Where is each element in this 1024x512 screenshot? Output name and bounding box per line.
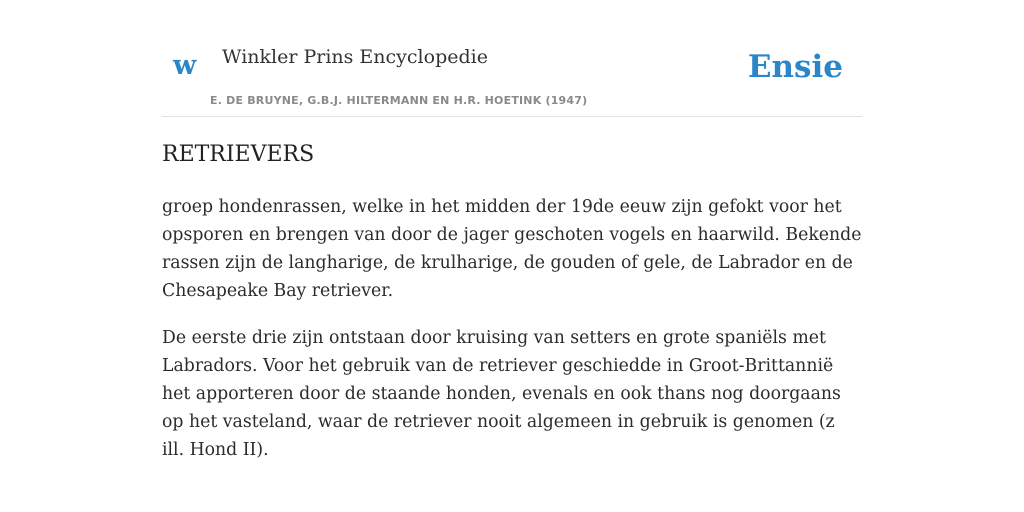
article-paragraph-1: groep hondenrassen, welke in het midden der 19de eeuw zijn gefokt voor het opsporen en brengen van door de jager geschoten vogels en haarwild. Bekende rassen zijn de langharige, de krulharige, de gouden of gele, de Labrador en de Chesapeake Bay retriever. [162, 197, 862, 301]
winkler-prins-logo[interactable]: w [173, 50, 197, 81]
article [162, 140, 862, 483]
ensie-brand-logo[interactable]: Ensie [747, 49, 843, 85]
header [162, 40, 862, 117]
article-paragraph-2: De eerste drie zijn ontstaan door kruising van setters en grote spaniëls met Labradors. Voor het gebruik van de retriever geschiedde in Groot-Brittannië het apporteren door de staande honden, evenals en ook thans nog doorgaans op het vasteland, waar de retriever nooit algemeen in gebruik is genomen (z ill. Hond II). [162, 328, 841, 460]
authors-line: E. DE BRUYNE, G.B.J. HILTERMANN EN H.R. HOETINK (1947) [210, 94, 588, 107]
article-headword: RETRIEVERS [162, 142, 315, 167]
publication-title: Winkler Prins Encyclopedie [222, 46, 488, 68]
